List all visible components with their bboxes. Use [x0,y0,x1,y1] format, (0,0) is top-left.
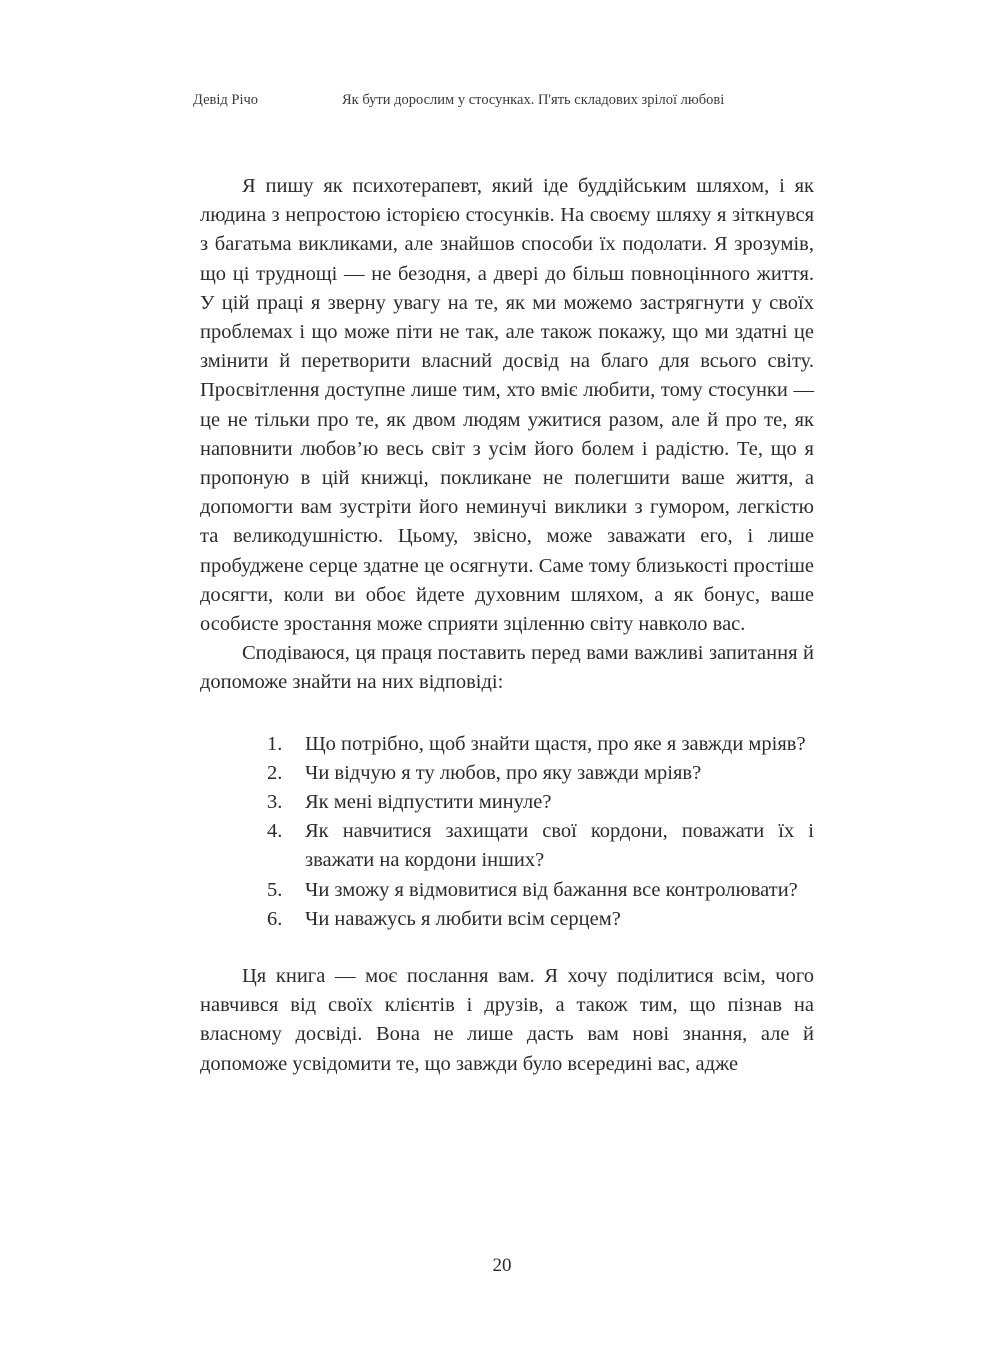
list-item-number: 5. [267,878,283,901]
paragraph-1: Я пишу як психотерапевт, який іде буддійським шляхом, і як людина з непростою історією стосунків. На своєму шляху я зіткнувся з багатьма викликами, але знайшов способи їх подолати. Я зрозумів, що ці труднощі — не безодня, а двері до більш повноцінного життя. У цій праці я зверну увагу на те, як ми можемо застрягнути у своїх проблемах і що може піти не так, але також покажу, що ми здатні це змінити й перетворити власний досвід на благо для всього світу. Просвітлення доступне лише тим, хто вміє любити, тому стосунки — це не тільки про те, як двом людям ужитися разом, але й про те, як наповнити любов’ю весь світ з усім його болем і радістю. Те, що я пропоную в цій книжці, покликане не полегшити ваше життя, а допомогти вам зустріти його неминучі виклики з гумором, легкістю та великодушністю. Цьому, звісно, може заважати его, і лише пробуджене серце здатне це осягнути. Саме тому близькості простіше досягти, коли ви обоє йдете духовним шляхом, а як бонус, ваше особисте зростання може сприяти зціленню світу навколо вас. [200,175,814,636]
page-number: 20 [492,1255,512,1276]
list-item-text: Що потрібно, щоб знайти щастя, про яке я завжди мріяв? [305,732,806,755]
paragraph-3: Ця книга — моє послання вам. Я хочу поділитися всім, чого навчився від своїх клієнтів і друзів, а також тим, що пізнав на власному досвіді. Вона не лише дасть вам нові знання, але й допоможе усвідомити те, що завжди було всередині вас, адже [200,965,814,1075]
main-text [200,172,814,1079]
header-author: Девід Річо [193,92,259,108]
list-item-text: Чи відчую я ту любов, про яку завжди мріяв? [305,761,702,784]
list-item-text: Як навчитися захищати свої кордони, поважати їх і зважати на кордони інших? [305,820,814,872]
questions-list [200,730,814,934]
paragraph-2: Сподіваюся, ця праця поставить перед вами важливі запитання й допоможе знайти на них відповіді: [200,642,814,694]
list-item-number: 3. [267,791,283,814]
list-item [200,730,814,759]
list-item-number: 1. [267,732,283,755]
header-book-title: Як бути дорослим у стосунках. П'ять складових зрілої любові [342,92,725,108]
list-item-number: 4. [267,820,283,843]
list-item [200,759,814,788]
list-item-text: Чи зможу я відмовитися від бажання все контролювати? [305,878,798,901]
list-item-number: 2. [267,761,283,784]
list-item [200,817,814,875]
list-item-number: 6. [267,907,283,930]
list-item [200,905,814,934]
list-item-text: Чи наважусь я любити всім серцем? [305,907,621,930]
list-item [200,788,814,817]
list-item-text: Як мені відпустити минуле? [305,791,552,814]
running-head [193,92,813,112]
list-item [200,876,814,905]
